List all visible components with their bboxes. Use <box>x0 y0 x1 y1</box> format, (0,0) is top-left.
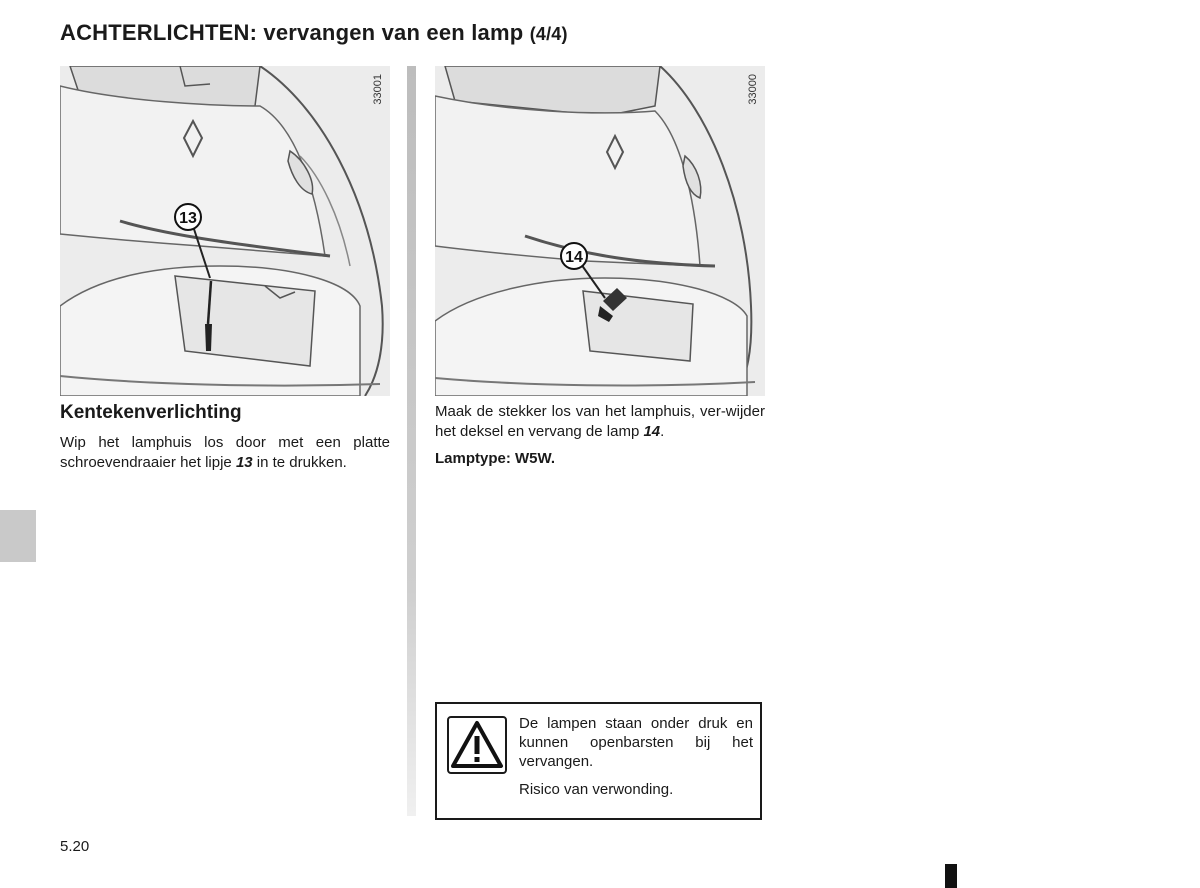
callout-14: 14 <box>565 249 583 266</box>
figure-code-left: 33001 <box>372 74 384 105</box>
instruction-right-text: Maak de stekker los van het lamphuis, ver-wijder het deksel en vervang de lamp <box>435 403 765 440</box>
section-heading: Kentekenverlichting <box>60 402 242 423</box>
edge-mark <box>945 864 957 888</box>
page-title-suffix: (4/4) <box>529 24 568 44</box>
reference-13: 13 <box>235 454 253 471</box>
lamp-type: Lamptype: W5W. <box>435 450 556 467</box>
column-divider <box>407 66 416 816</box>
page-number: 5.20 <box>60 838 90 855</box>
car-rear-illustration-right <box>435 66 765 396</box>
instruction-right-end: . <box>660 423 665 440</box>
figure-license-plate-light-removal <box>60 66 390 396</box>
instruction-left-text: Wip het lamphuis los door met een platte schroevendraaier het lipje <box>60 434 390 471</box>
page-title-text: ACHTERLICHTEN: vervangen van een lamp <box>60 20 524 45</box>
warning-triangle-icon <box>447 716 507 774</box>
instruction-right <box>435 402 765 442</box>
warning-message: De lampen staan onder druk en kunnen openbarsten bij het vervangen. <box>519 715 753 770</box>
reference-14: 14 <box>643 423 661 440</box>
callout-13: 13 <box>179 210 197 227</box>
instruction-left <box>60 433 390 473</box>
warning-text <box>519 714 753 799</box>
chapter-tab <box>0 510 36 562</box>
instruction-left-end: in te drukken. <box>252 454 347 471</box>
figure-code-right: 33000 <box>747 74 759 105</box>
warning-box <box>435 702 762 820</box>
figure-lamp-replacement <box>435 66 765 396</box>
warning-risk: Risico van verwonding. <box>519 781 674 798</box>
car-rear-illustration-left <box>60 66 390 396</box>
page-title <box>60 20 568 46</box>
